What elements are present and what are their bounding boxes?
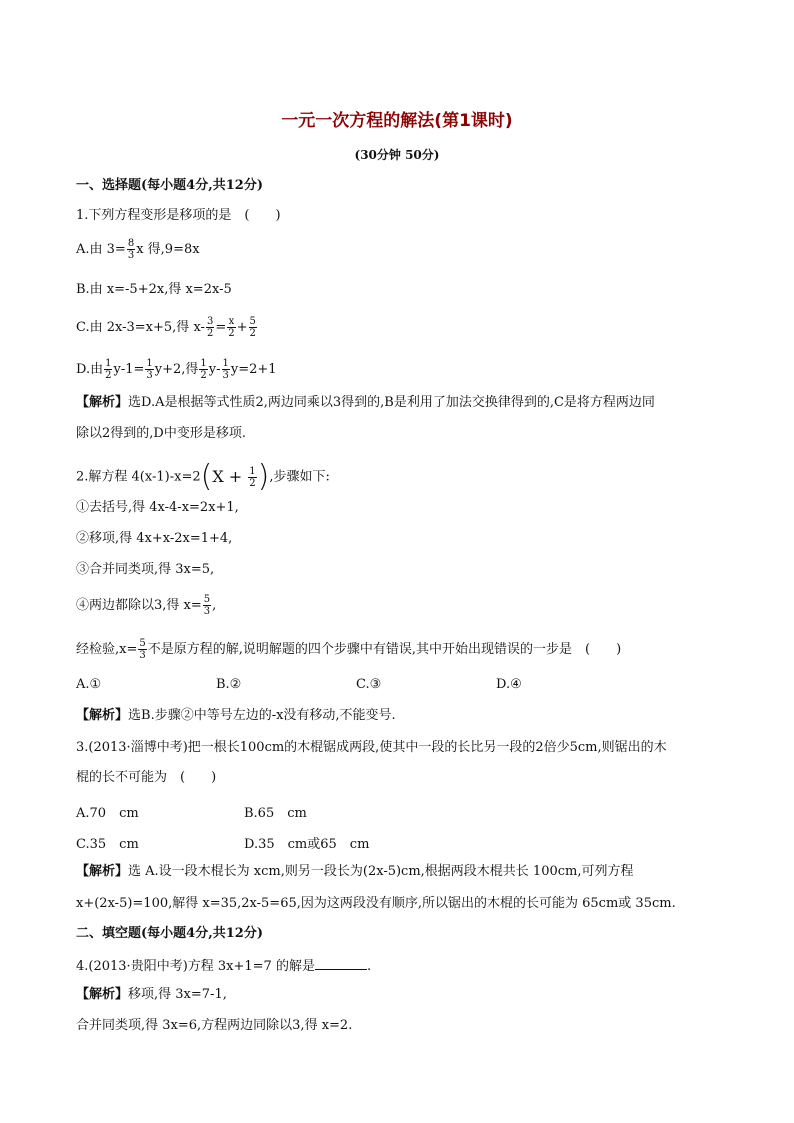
- q4-analysis-line1: 【解析】移项,得 3x=7-1,: [76, 987, 227, 1002]
- q2-option-c: C.③: [356, 677, 382, 692]
- q3-stem-line2: 棍的长不可能为 ( ): [76, 770, 217, 785]
- q3-option-c: C.35 cm: [76, 837, 139, 852]
- q2-stem: 2.解方程 4(x-1)-x=2(X + $\frac{1}{2}$ ),步骤如下:: [76, 459, 330, 494]
- q1-analysis-line1: 【解析】选D.A是根据等式性质2,两边同乘以3得到的,B是利用了加法交换律得到的,C是将方程两边同: [76, 395, 655, 410]
- q2-option-d: D.④: [496, 677, 522, 692]
- q1-option-c: C.由 2x-3=x+5,得 x- $\frac{3}{2}$ = $\frac{x}{2}$ + $\frac{5}{2}$: [76, 316, 256, 339]
- q3-option-b: B.65 cm: [244, 806, 307, 821]
- fraction: $\frac{5}{2}$: [249, 316, 256, 339]
- q1-option-b: B.由 x=-5+2x,得 x=2x-5: [76, 282, 232, 297]
- q3-analysis-line1: 【解析】选 A.设一段木棍长为 xcm,则另一段长为(2x-5)cm,根据两段木棍共长 100cm,可列方程: [76, 864, 634, 879]
- analysis-label: 【解析】: [76, 395, 129, 410]
- q2-step3: ③合并同类项,得 3x=5,: [76, 562, 215, 577]
- fraction: $\frac{1}{3}$: [222, 358, 229, 381]
- fraction: $\frac{8}{3}$: [127, 238, 135, 261]
- q1-stem: 1.下列方程变形是移项的是 ( ): [76, 208, 281, 223]
- q1-option-a: A.由 3= $\frac{8}{3}$ x 得,9=8x: [76, 238, 200, 261]
- fraction: $\frac{1}{2}$: [105, 358, 112, 381]
- fraction: $\frac{5}{3}$: [203, 594, 211, 617]
- q4-stem: 4.(2013·贵阳中考)方程 3x+1=7 的解是 .: [76, 959, 372, 974]
- q2-step1: ①去括号,得 4x-4-x=2x+1,: [76, 500, 239, 515]
- analysis-label: 【解析】: [76, 708, 129, 723]
- q2-option-b: B.②: [216, 677, 242, 692]
- page-subtitle: (30分钟 50分): [354, 148, 440, 162]
- analysis-label: 【解析】: [76, 864, 129, 879]
- q3-analysis-line2: x+(2x-5)=100,解得 x=35,2x-5=65,因为这两段没有顺序,所以锯出的木棍的长可能为 65cm或 35cm.: [76, 896, 676, 911]
- q2-option-a: A.①: [76, 677, 102, 692]
- fraction: $\frac{1}{2}$: [249, 465, 256, 489]
- q2-step2: ②移项,得 4x+x-2x=1+4,: [76, 531, 233, 546]
- fraction: $\frac{1}{2}$: [200, 358, 207, 381]
- q3-stem-line1: 3.(2013·淄博中考)把一根长100cm的木棍锯成两段,使其中一段的长比另一段的2倍少5cm,则锯出的木: [76, 740, 667, 755]
- q3-option-a: A.70 cm: [76, 806, 139, 821]
- section-heading-fill: 二、填空题(每小题4分,共12分): [76, 926, 263, 941]
- analysis-label: 【解析】: [76, 987, 129, 1002]
- q4-analysis-line2: 合并同类项,得 3x=6,方程两边同除以3,得 x=2.: [76, 1018, 353, 1033]
- q1-analysis-line2: 除以2得到的,D中变形是移项.: [76, 426, 246, 441]
- q1-option-d: D.由 $\frac{1}{2}$ y-1= $\frac{1}{3}$ y+2,得 $\frac{1}{2}$ y- $\frac{1}{3}$ y=2+1: [76, 358, 277, 381]
- q2-analysis: 【解析】选B.步骤②中等号左边的-x没有移动,不能变号.: [76, 708, 396, 723]
- q2-check: 经检验,x= $\frac{5}{3}$ 不是原方程的解,说明解题的四个步骤中有错误,其中开始出现错误的一步是 ( ): [76, 638, 622, 661]
- fraction: $\frac{1}{3}$: [146, 358, 153, 381]
- fraction: $\frac{5}{3}$: [139, 638, 146, 661]
- page-title: 一元一次方程的解法(第1课时): [281, 111, 513, 131]
- section-heading-choice: 一、选择题(每小题4分,共12分): [76, 178, 263, 193]
- answer-blank: [315, 957, 367, 970]
- fraction: $\frac{x}{2}$: [228, 316, 235, 339]
- q3-option-d: D.35 cm或65 cm: [244, 837, 370, 852]
- fraction: $\frac{3}{2}$: [206, 316, 214, 339]
- q2-step4: ④两边都除以3,得 x= $\frac{5}{3}$ ,: [76, 594, 217, 617]
